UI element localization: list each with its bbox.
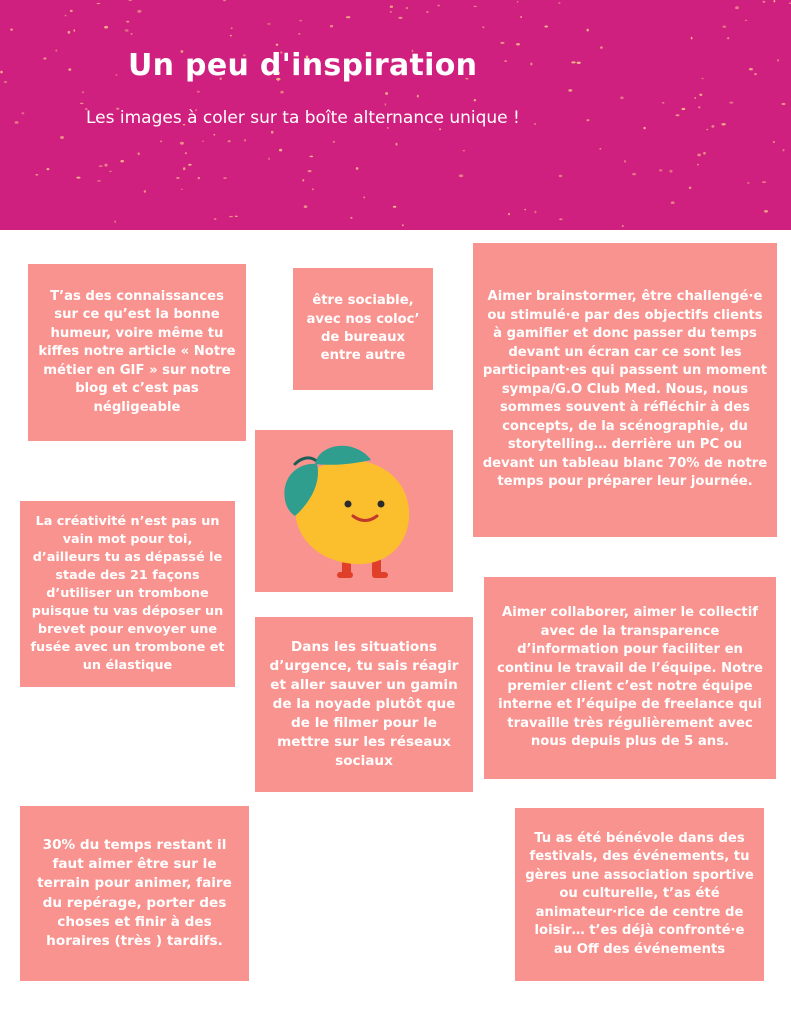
- confetti-speck: [729, 102, 733, 104]
- confetti-speck: [312, 188, 314, 190]
- confetti-speck: [504, 60, 507, 61]
- confetti-speck: [183, 167, 185, 170]
- confetti-speck: [231, 27, 233, 29]
- confetti-speck: [702, 78, 704, 80]
- confetti-speck: [691, 37, 693, 40]
- confetti-speck: [399, 17, 403, 19]
- confetti-speck: [698, 106, 700, 108]
- confetti-speck: [782, 103, 786, 105]
- confetti-speck: [459, 174, 463, 177]
- page-subtitle: Les images à coler sur ta boîte alternance unique !: [86, 108, 520, 128]
- confetti-speck: [396, 143, 398, 146]
- confetti-speck: [244, 139, 246, 141]
- confetti-speck: [279, 149, 282, 152]
- confetti-speck: [114, 220, 116, 223]
- confetti-speck: [104, 26, 108, 29]
- confetti-speck: [517, 1, 519, 3]
- confetti-speck: [144, 190, 146, 192]
- confetti-speck: [68, 31, 71, 34]
- confetti-speck: [706, 129, 708, 130]
- confetti-speck: [735, 6, 739, 9]
- confetti-speck: [777, 59, 779, 62]
- confetti-speck: [385, 92, 388, 95]
- confetti-speck: [586, 119, 589, 121]
- card-text: La créativité n’est pas un vain mot pour toi, d’ailleurs tu as dépassé le stade des 21 façons d’utiliser un trombone puisque tu vas déposer un brevet pour envoyer une fusée avec un trombone et un élastique: [30, 514, 225, 673]
- confetti-speck: [68, 68, 71, 70]
- confetti-speck: [65, 15, 67, 17]
- card-field-work: [20, 806, 249, 981]
- confetti-speck: [620, 97, 624, 100]
- confetti-speck: [530, 63, 532, 66]
- confetti-speck: [474, 6, 477, 7]
- confetti-speck: [10, 29, 13, 31]
- confetti-speck: [568, 89, 572, 92]
- confetti-speck: [789, 2, 791, 4]
- confetti-speck: [120, 160, 124, 162]
- confetti-speck: [268, 157, 270, 160]
- page-title: Un peu d'inspiration: [128, 48, 478, 83]
- card-text: Aimer collaborer, aimer le collectif avec de la transparence d’information pour faciliter en continu le travail de l’équipe. Notre premier client c’est notre équipe interne et l’équipe de freelance qui travaille très régulièrement avec nous depuis plus de 5 ans.: [497, 605, 763, 750]
- confetti-speck: [350, 217, 352, 219]
- confetti-speck: [662, 102, 665, 104]
- confetti-speck: [104, 164, 107, 167]
- confetti-speck: [60, 136, 64, 139]
- card-emergency: [255, 617, 473, 792]
- confetti-speck: [228, 140, 231, 142]
- confetti-speck: [47, 168, 50, 170]
- card-text: 30% du temps restant il faut aimer être sur le terrain pour animer, faire du repérage, porter des choses et finir à des horaires (très ) tardifs.: [37, 837, 232, 949]
- confetti-speck: [773, 141, 775, 143]
- confetti-speck: [99, 166, 103, 167]
- confetti-speck: [298, 33, 301, 35]
- confetti-speck: [727, 37, 729, 39]
- confetti-speck: [763, 1, 766, 3]
- confetti-speck: [131, 33, 133, 35]
- confetti-speck: [55, 50, 57, 52]
- confetti-speck: [671, 201, 675, 204]
- confetti-speck: [126, 21, 129, 23]
- confetti-speck: [176, 177, 180, 179]
- confetti-speck: [676, 114, 680, 116]
- confetti-speck: [385, 103, 387, 105]
- confetti-speck: [35, 174, 38, 176]
- card-text: T’as des connaissances sur ce qu’est la bonne humeur, voire même tu kiffes notre article « Notre métier en GIF » sur notre blog et c’est pas négligeable: [38, 288, 236, 415]
- confetti-speck: [462, 150, 465, 151]
- confetti-speck: [406, 7, 409, 9]
- confetti-speck: [115, 74, 117, 76]
- confetti-speck: [723, 26, 727, 28]
- confetti-speck: [783, 149, 785, 151]
- confetti-speck: [80, 103, 84, 104]
- confetti-speck: [632, 173, 636, 175]
- confetti-speck: [74, 29, 76, 32]
- confetti-speck: [267, 23, 271, 25]
- confetti-speck: [558, 2, 560, 3]
- confetti-speck: [534, 211, 536, 214]
- card-text: Tu as été bénévole dans des festivals, des événements, tu gères une association sportive ou culturelle, t’as été animateur·rice de centre de loisir… t’es déjà confronté·e au Off des événements: [525, 830, 754, 957]
- confetti-speck: [417, 95, 419, 98]
- confetti-speck: [76, 177, 80, 179]
- confetti-speck: [600, 46, 603, 48]
- confetti-speck: [70, 10, 73, 12]
- confetti-speck: [160, 141, 162, 143]
- card-collaboration: [484, 577, 776, 779]
- confetti-speck: [577, 62, 581, 64]
- confetti-speck: [356, 167, 359, 170]
- confetti-speck: [390, 6, 393, 8]
- confetti-speck: [474, 99, 477, 101]
- confetti-speck: [697, 154, 701, 157]
- confetti-speck: [754, 73, 757, 75]
- confetti-speck: [302, 179, 304, 182]
- confetti-speck: [299, 20, 302, 22]
- confetti-speck: [711, 125, 714, 128]
- confetti-speck: [516, 43, 520, 45]
- confetti-speck: [310, 156, 314, 158]
- card-volunteer: [515, 808, 764, 981]
- confetti-speck: [22, 112, 25, 114]
- confetti-speck: [699, 94, 702, 96]
- confetti-speck: [198, 177, 200, 179]
- confetti-speck: [659, 169, 663, 171]
- confetti-speck: [624, 160, 626, 162]
- confetti-speck: [223, 0, 226, 1]
- header-banner: [0, 0, 791, 230]
- confetti-speck: [235, 216, 238, 217]
- confetti-speck: [280, 91, 283, 94]
- confetti-speck: [524, 209, 526, 211]
- confetti-speck: [669, 170, 672, 173]
- confetti-speck: [333, 141, 335, 143]
- confetti-speck: [559, 218, 562, 220]
- confetti-speck: [721, 123, 725, 125]
- confetti-speck: [97, 3, 101, 4]
- card-text: Dans les situations d’urgence, tu sais réagir et aller sauver un gamin de la noyade plutôt que de le filmer pour le mettre sur les réseaux sociaux: [269, 638, 459, 770]
- card-good-mood: [28, 264, 246, 441]
- card-text: être sociable, avec nos coloc’ de bureaux entre autre: [306, 293, 420, 364]
- confetti-speck: [97, 180, 101, 182]
- confetti-speck: [703, 152, 706, 155]
- card-sociable: [293, 268, 433, 390]
- confetti-speck: [749, 68, 753, 70]
- confetti-speck: [304, 205, 308, 208]
- confetti-speck: [689, 187, 692, 190]
- confetti-speck: [197, 91, 200, 93]
- confetti-speck: [188, 164, 191, 166]
- confetti-speck: [271, 131, 274, 134]
- confetti-speck: [587, 29, 589, 32]
- card-text: Aimer brainstormer, être challengé·e ou stimulé·e par des objectifs clients à gamifier et donc passer du temps devant un écran car ce sont les participant·es qui passent un moment sympa/G.O Club Med. Nous, nous sommes souvent à réfléchir à des concepts, de la scénographie, du storytelling… derrière un PC ou devant un tableau blanc 70% de notre temps pour préparer leur journée.: [482, 289, 768, 490]
- card-brainstorm: [473, 243, 777, 537]
- confetti-speck: [534, 123, 536, 125]
- confetti-speck: [747, 182, 750, 183]
- confetti-speck: [138, 152, 140, 155]
- confetti-speck: [762, 181, 766, 183]
- confetti-speck: [346, 16, 350, 18]
- confetti-speck: [482, 26, 484, 28]
- confetti-speck: [599, 148, 601, 150]
- lemon-mascot-icon: [255, 430, 453, 592]
- confetti-speck: [229, 216, 233, 217]
- card-creativity: [20, 501, 235, 687]
- confetti-speck: [180, 142, 184, 145]
- confetti-speck: [214, 218, 217, 220]
- confetti-speck: [437, 5, 440, 7]
- confetti-speck: [697, 164, 699, 166]
- confetti-speck: [125, 29, 129, 31]
- confetti-speck: [185, 152, 187, 154]
- confetti-speck: [4, 81, 7, 83]
- confetti-speck: [223, 177, 226, 178]
- confetti-speck: [520, 16, 522, 18]
- confetti-speck: [500, 42, 504, 44]
- confetti-speck: [43, 57, 46, 59]
- confetti-speck: [82, 91, 84, 93]
- confetti-speck: [682, 108, 686, 110]
- confetti-speck: [214, 134, 216, 136]
- mascot-card: [255, 430, 453, 592]
- confetti-speck: [402, 224, 404, 226]
- confetti-speck: [544, 26, 548, 28]
- confetti-speck: [439, 128, 441, 130]
- confetti-speck: [137, 10, 141, 13]
- confetti-speck: [15, 121, 19, 124]
- confetti-speck: [0, 71, 2, 74]
- confetti-speck: [774, 0, 776, 2]
- confetti-speck: [390, 11, 392, 13]
- confetti-speck: [559, 175, 563, 177]
- confetti-speck: [622, 225, 624, 227]
- confetti-speck: [276, 44, 279, 46]
- confetti-speck: [230, 35, 232, 37]
- confetti-speck: [181, 189, 183, 190]
- confetti-speck: [129, 0, 132, 1]
- confetti-speck: [202, 141, 204, 142]
- confetti-speck: [571, 61, 575, 63]
- confetti-speck: [330, 25, 333, 27]
- confetti-speck: [109, 171, 112, 172]
- confetti-speck: [393, 206, 396, 208]
- confetti-speck: [764, 210, 768, 213]
- confetti-speck: [643, 127, 645, 130]
- confetti-speck: [745, 20, 748, 21]
- confetti-speck: [363, 196, 365, 198]
- confetti-speck: [308, 170, 312, 172]
- confetti-speck: [426, 11, 429, 12]
- confetti-speck: [508, 213, 510, 215]
- confetti-speck: [694, 97, 696, 98]
